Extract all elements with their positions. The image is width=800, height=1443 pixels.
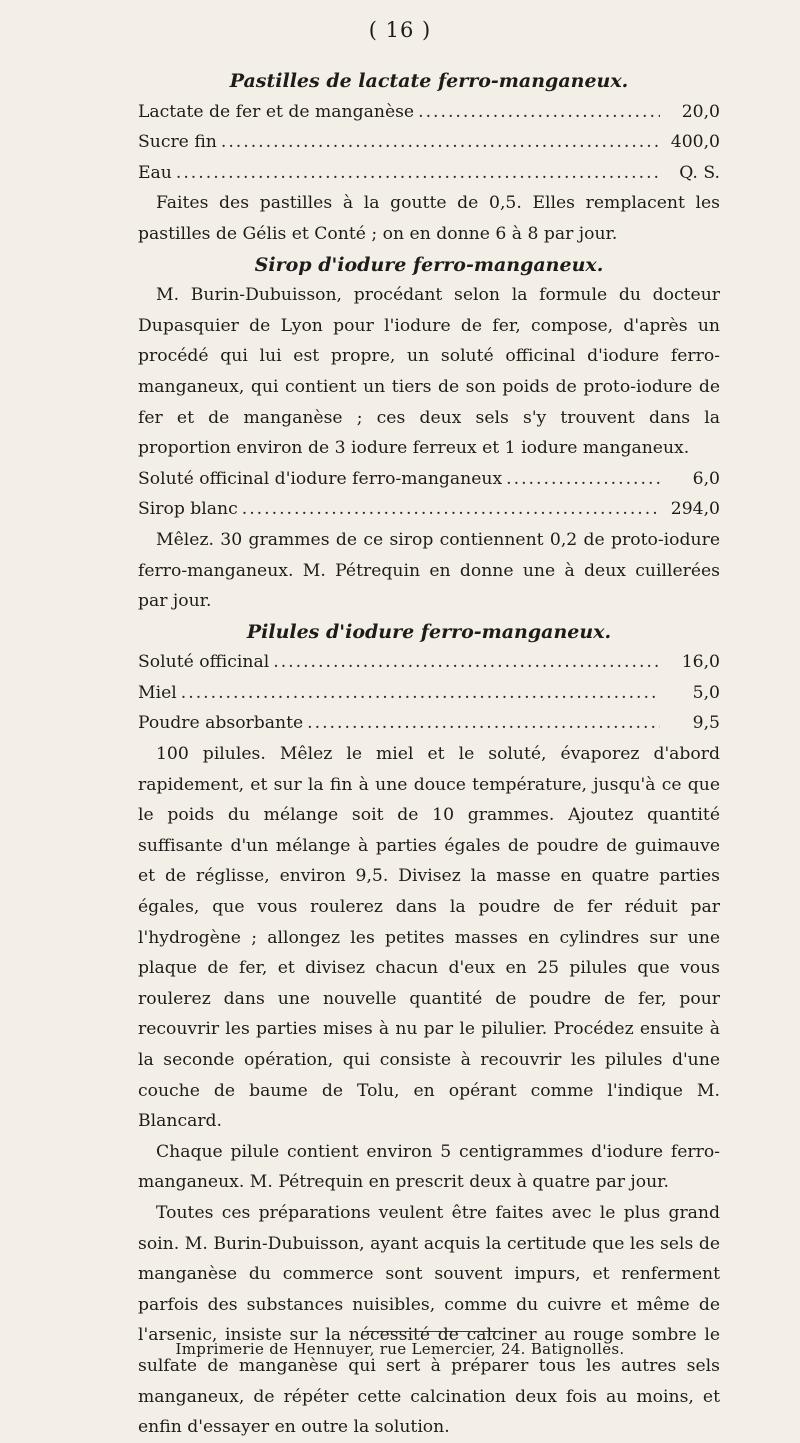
leader-dots	[418, 97, 660, 128]
paragraph: 100 pilules. Mêlez le miel et le soluté, évaporez d'abord rapidement, et sur la fin à une douce température, jusqu'à ce que le poids du mélange soit de 10 grammes. Ajoutez quantité suffisante d'un mélange à parties égales de poudre de guimauve et de réglisse, environ 9,5. Divisez la masse en quatre parties égales, que vous roulerez dans la poudre de fer réduit par l'hydrogène ; allongez les petites masses en cylindres sur une plaque de fer, et divisez chacun d'eux en 25 pilules que vous roulerez dans une nouvelle quantité de poudre de fer, pour recouvrir les parties mises à nu par le pilulier. Procédez ensuite à la seconde opération, qui consiste à recouvrir les pilules d'une couche de baume de Tolu, en opérant comme l'indique M. Blancard.	[138, 744, 720, 1132]
footer-rule	[362, 1331, 502, 1332]
leader-dots	[181, 678, 660, 709]
ingredient-quantity: Q. S.	[679, 162, 720, 183]
ingredient-label: Soluté officinal d'iodure ferro-manganeux	[138, 468, 503, 489]
leader-dots	[242, 494, 660, 525]
ingredient-quantity: 5,0	[692, 682, 720, 703]
ingredient-quantity: 6,0	[692, 468, 720, 489]
ingredient-label: Lactate de fer et de manganèse	[138, 101, 415, 122]
ingredient-quantity: 400,0	[670, 132, 720, 153]
paragraph: Chaque pilule contient environ 5 centigrammes d'iodure ferro-manganeux. M. Pétrequin en prescrit deux à quatre par jour.	[138, 1141, 720, 1193]
paragraph: Faites des pastilles à la goutte de 0,5. Elles remplacent les pastilles de Gélis et Conté ; on en donne 6 à 8 par jour.	[138, 193, 720, 244]
ingredient-label: Soluté officinal	[138, 652, 270, 673]
ingredient-label: Eau	[138, 162, 172, 183]
section-title-sirop: Sirop d'iodure ferro-manganeux.	[254, 253, 604, 276]
recipe-row	[138, 158, 720, 189]
leader-dots	[506, 464, 660, 495]
section-title-pilules: Pilules d'iodure ferro-manganeux.	[246, 620, 612, 643]
paragraph: Mêlez. 30 grammes de ce sirop contiennent 0,2 de proto-iodure ferro-manganeux. M. Pétrequin en donne une à deux cuillerées par jour.	[138, 529, 720, 612]
leader-dots	[307, 708, 660, 739]
recipe-table-pastilles	[138, 97, 720, 189]
page-number: ( 16 )	[368, 18, 432, 42]
ingredient-label: Sirop blanc	[138, 499, 238, 520]
text-column	[138, 66, 720, 1443]
recipe-row	[138, 97, 720, 128]
ingredient-quantity: 294,0	[670, 499, 720, 520]
leader-dots	[176, 158, 660, 189]
section-title-pastilles: Pastilles de lactate ferro-manganeux.	[229, 70, 629, 92]
recipe-table-sirop	[138, 464, 720, 525]
recipe-row	[138, 647, 720, 678]
ingredient-label: Sucre fin	[138, 132, 217, 153]
recipe-row	[138, 127, 720, 158]
recipe-table-pilules	[138, 647, 720, 739]
paragraph: Toutes ces préparations veulent être faites avec le plus grand soin. M. Burin-Dubuisson, ayant acquis la certitude que les sels de manganèse du commerce sont souvent impurs, et renferment parfois des substances nuisibles, comme du cuivre et même de l'arsenic, insiste sur la nécessité de calciner au rouge sombre le sulfate de manganèse qui sert à préparer tous les autres sels manganeux, de répéter cette calcination deux fois au moins, et enfin d'essayer en outre la solution.	[138, 1202, 720, 1438]
ingredient-label: Miel	[138, 682, 177, 703]
ingredient-quantity: 9,5	[692, 713, 720, 734]
ingredient-quantity: 20,0	[681, 101, 720, 122]
ingredient-label: Poudre absorbante	[138, 713, 304, 734]
leader-dots	[273, 647, 660, 678]
recipe-row	[138, 464, 720, 495]
leader-dots	[221, 127, 660, 158]
ingredient-quantity: 16,0	[681, 652, 720, 673]
recipe-row	[138, 494, 720, 525]
recipe-row	[138, 678, 720, 709]
paragraph: M. Burin-Dubuisson, procédant selon la formule du docteur Dupasquier de Lyon pour l'iodure de fer, compose, d'après un procédé qui lui est propre, un soluté officinal d'iodure ferro-manganeux, qui contient un tiers de son poids de proto-iodure de fer et de manganèse ; ces deux sels s'y trouvent dans la proportion environ de 3 iodure ferreux et 1 iodure manganeux.	[138, 285, 720, 459]
recipe-row	[138, 708, 720, 739]
printer-imprint: Imprimerie de Hennuyer, rue Lemercier, 24. Batignolles.	[175, 1340, 625, 1358]
